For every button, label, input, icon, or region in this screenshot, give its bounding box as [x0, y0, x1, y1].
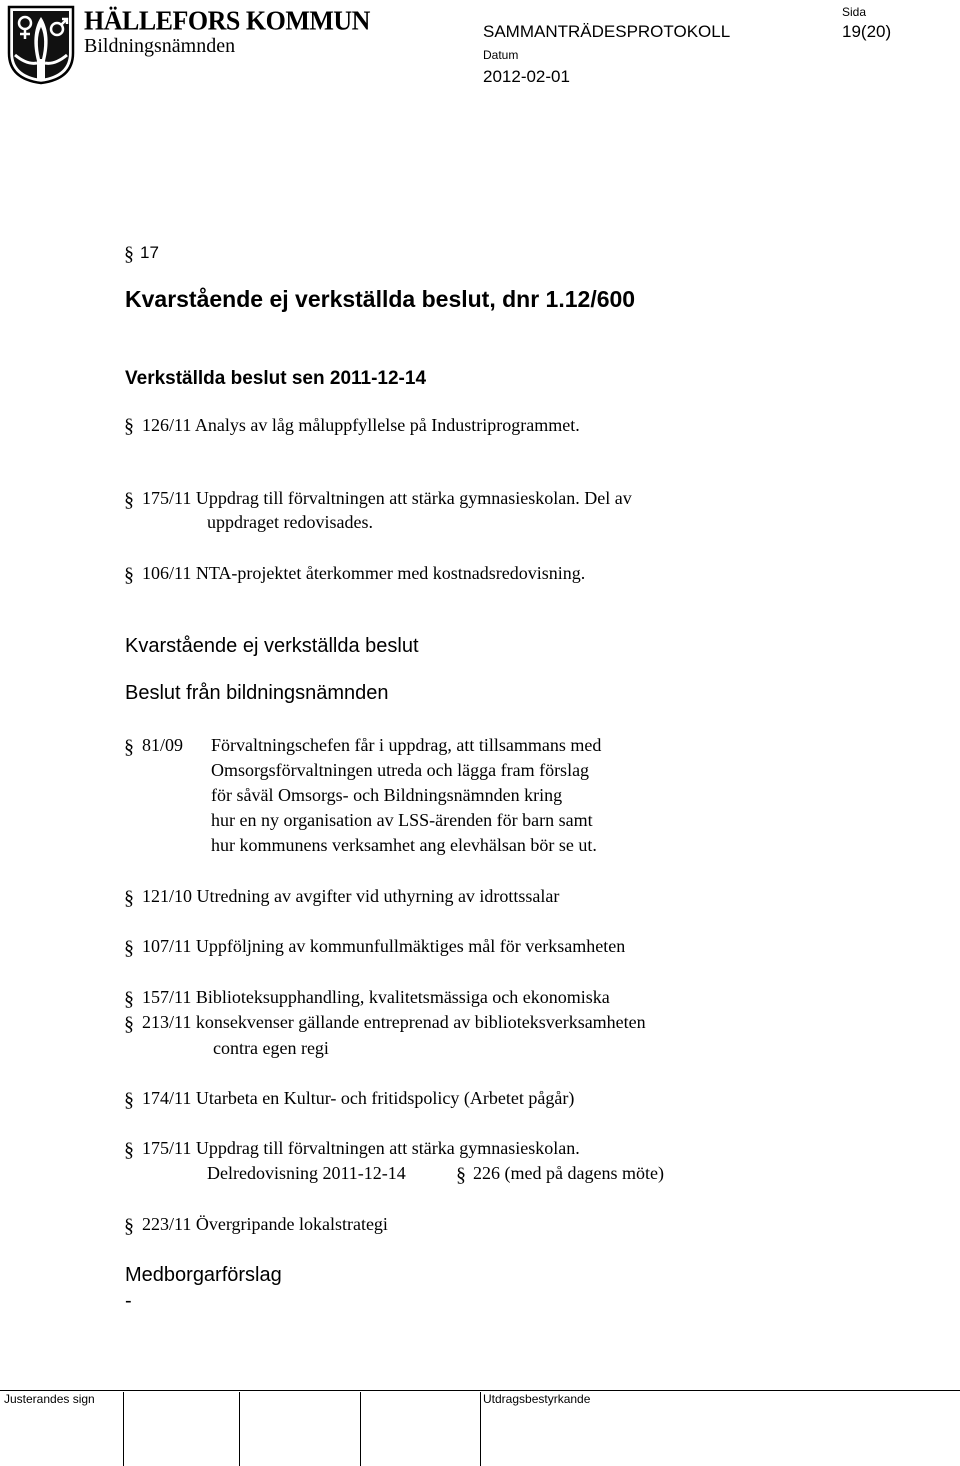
paragraph-sign-icon: §: [124, 988, 134, 1010]
date-value: 2012-02-01: [483, 67, 570, 86]
footer-divider: [0, 1390, 960, 1391]
pending-subheading: Beslut från bildningsnämnden: [125, 682, 389, 704]
org-name: HÄLLEFORS KOMMUN: [84, 5, 370, 36]
paragraph-sign-icon: §: [124, 1013, 134, 1035]
paragraph-sign-icon: §: [124, 887, 134, 909]
list-item: 223/11 Övergripande lokalstrategi: [142, 1214, 388, 1234]
paragraph-sign-icon: §: [124, 736, 134, 758]
list-item: 126/11 Analys av låg måluppfyllelse på Industriprogrammet.: [142, 415, 580, 435]
page-number: 19(20): [842, 22, 892, 41]
paragraph-sign-icon: §: [124, 489, 134, 511]
list-item-continuation: 226 (med på dagens möte): [473, 1163, 664, 1183]
page-label: Sida: [842, 5, 867, 19]
citizen-proposals-heading: Medborgarförslag: [125, 1264, 282, 1286]
list-item: 175/11 Uppdrag till förvaltningen att stärka gymnasieskolan. Del av: [142, 488, 632, 508]
document-type: SAMMANTRÄDESPROTOKOLL: [483, 22, 731, 41]
list-item: 157/11 Biblioteksupphandling, kvalitetsmässiga och ekonomiska: [142, 987, 610, 1007]
executed-heading: Verkställda beslut sen 2011-12-14: [125, 368, 427, 389]
decision-text-line: för såväl Omsorgs- och Bildningsnämnden kring: [211, 785, 563, 805]
sign-label: Justerandes sign: [4, 1392, 95, 1406]
list-item: 213/11 konsekvenser gällande entreprenad av biblioteksverksamheten: [142, 1012, 646, 1032]
list-item-continuation: uppdraget redovisades.: [207, 512, 373, 532]
section-title: Kvarstående ej verkställda beslut, dnr 1.12/600: [125, 286, 636, 312]
paragraph-sign-icon: §: [456, 1164, 466, 1186]
section-number: 17: [140, 243, 159, 262]
paragraph-sign-icon: §: [124, 937, 134, 959]
list-item: 121/10 Utredning av avgifter vid uthyrning av idrottssalar: [142, 886, 560, 906]
list-item: 107/11 Uppföljning av kommunfullmäktiges mål för verksamheten: [142, 936, 626, 956]
list-item: 174/11 Utarbeta en Kultur- och fritidspolicy (Arbetet pågår): [142, 1088, 575, 1108]
citizen-proposals-content: -: [125, 1290, 132, 1312]
paragraph-sign-icon: §: [124, 243, 134, 265]
signature-box-divider: [360, 1392, 361, 1466]
paragraph-sign-icon: §: [124, 564, 134, 586]
signature-box-divider: [239, 1392, 240, 1466]
coat-of-arms-logo: [7, 5, 75, 85]
list-item-continuation: Delredovisning 2011-12-14: [207, 1163, 406, 1183]
pending-heading: Kvarstående ej verkställda beslut: [125, 635, 419, 657]
paragraph-sign-icon: §: [124, 1089, 134, 1111]
list-item: 175/11 Uppdrag till förvaltningen att stärka gymnasieskolan.: [142, 1138, 580, 1158]
list-item: 106/11 NTA-projektet återkommer med kostnadsredovisning.: [142, 563, 586, 583]
paragraph-sign-icon: §: [124, 415, 134, 437]
committee-name: Bildningsnämnden: [84, 35, 236, 57]
decision-code: 81/09: [142, 735, 184, 755]
paragraph-sign-icon: §: [124, 1139, 134, 1161]
signature-box-divider: [480, 1392, 481, 1466]
decision-text-line: Omsorgsförvaltningen utreda och lägga fram förslag: [211, 760, 590, 780]
decision-text-line: Förvaltningschefen får i uppdrag, att tillsammans med: [211, 735, 602, 755]
paragraph-sign-icon: §: [124, 1215, 134, 1237]
date-label: Datum: [483, 48, 519, 62]
decision-text-line: hur en ny organisation av LSS-ärenden för barn samt: [211, 810, 593, 830]
signature-box-divider: [123, 1392, 124, 1466]
list-item-continuation: contra egen regi: [213, 1038, 329, 1058]
decision-text-line: hur kommunens verksamhet ang elevhälsan bör se ut.: [211, 835, 597, 855]
extract-label: Utdragsbestyrkande: [483, 1392, 591, 1406]
